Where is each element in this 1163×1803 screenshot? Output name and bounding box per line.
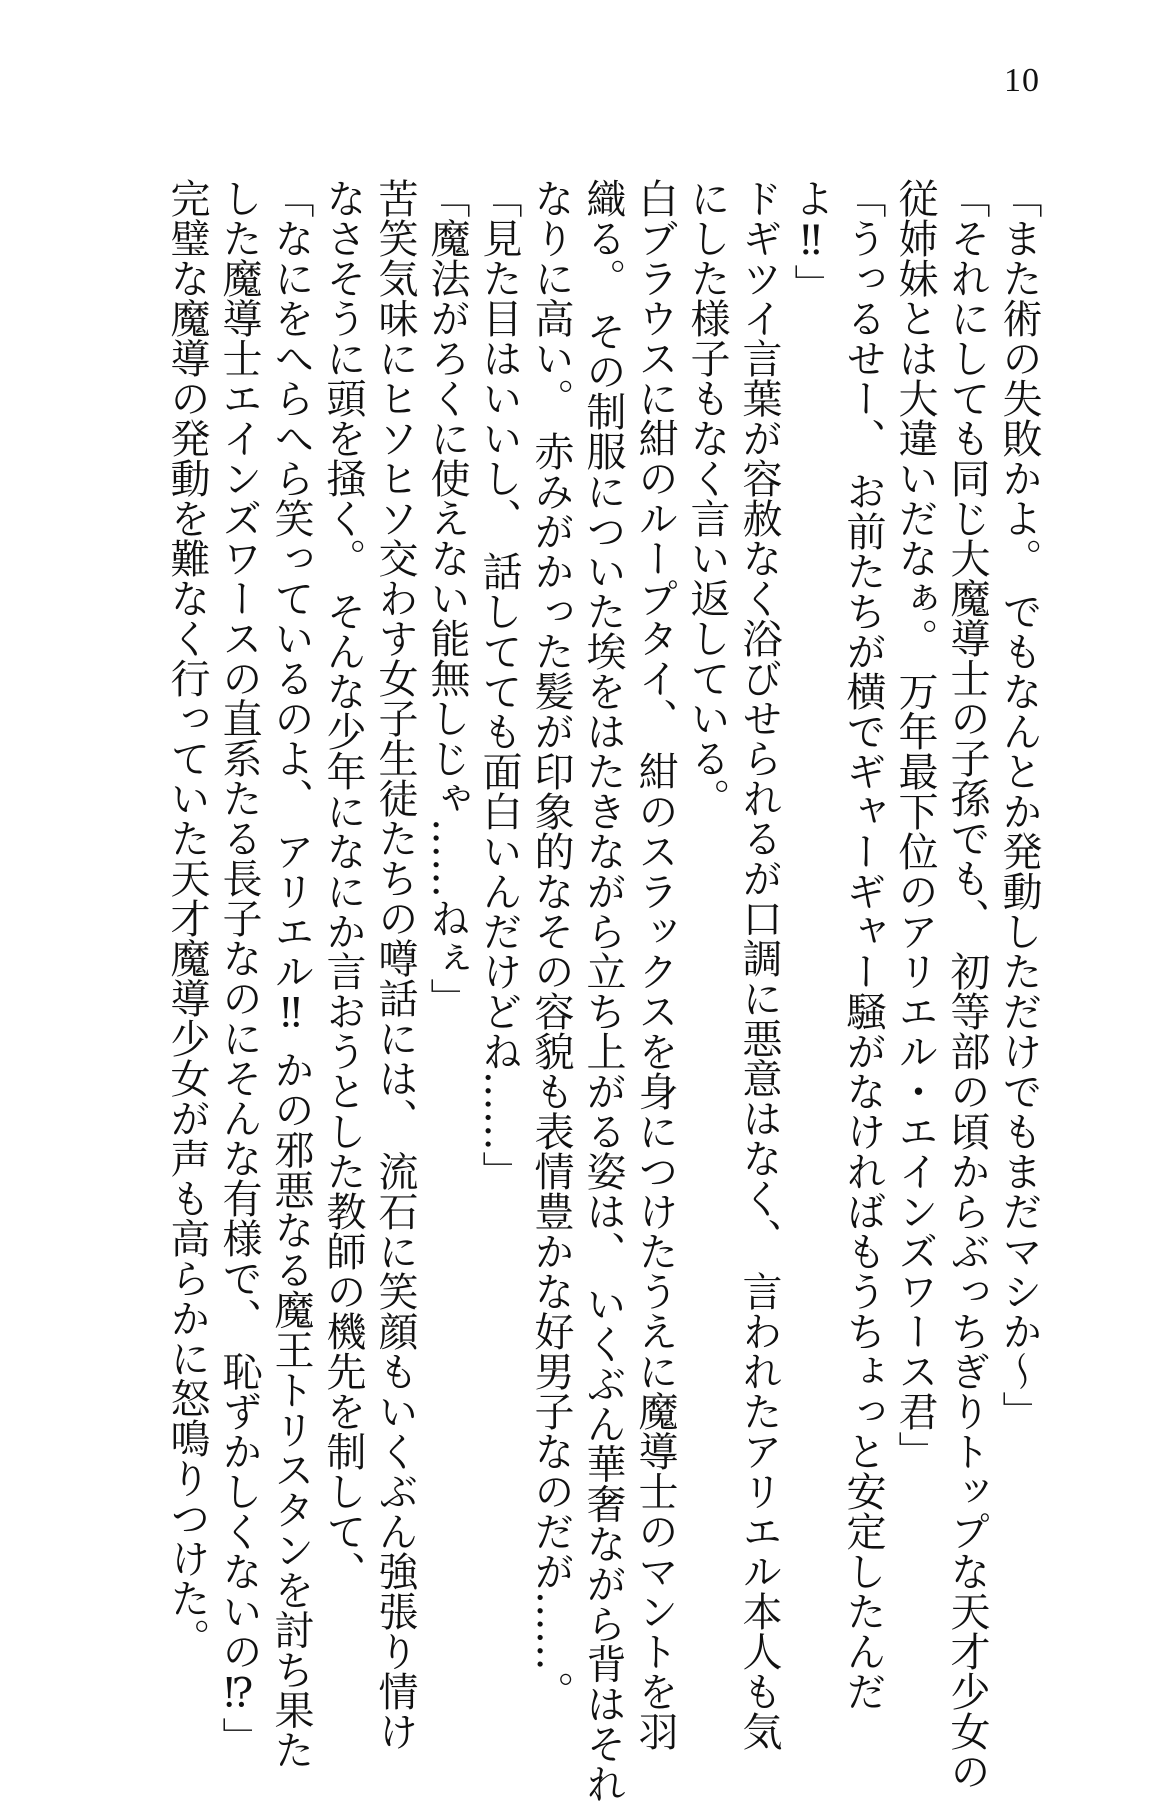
text-line: 「うっるせー、 お前たちが横でギャーギャー騒がなければもうちょっと安定したんだ xyxy=(840,178,886,1711)
text-line: 完璧な魔導の発動を難なく行っていた天才魔導少女が声も高らかに怒鳴りつけた。 xyxy=(164,178,210,1658)
text-line: なさそうに頭を掻く。 そんな少年になにか言おうとした教師の機先を制して、 xyxy=(320,178,366,1591)
text-line: 従姉妹とは大違いだなぁ。 万年最下位のアリエル・エインズワース君」 xyxy=(892,178,938,1471)
page-number: 10 xyxy=(1004,62,1040,99)
text-line: 「なにをへらへら笑っているのよ、 アリエル‼ かの邪悪なる魔王トリスタンを討ち果た xyxy=(268,178,314,1770)
vertical-text-body xyxy=(125,178,1045,1803)
text-line: よ‼」 xyxy=(788,178,834,304)
text-line: 織る。 その制服についた埃をはたきながら立ち上がる姿は、 いくぶん華奢ながら背はそれ xyxy=(580,178,626,1803)
text-line: 苦笑気味にヒソヒソ交わす女子生徒たちの噂話には、 流石に笑顔もいくぶん強張り情け xyxy=(372,178,418,1751)
text-line: にした様子もなく言い返している。 xyxy=(684,178,730,818)
text-line: 「また術の失敗かよ。 でもなんとか発動しただけでもまだマシか～」 xyxy=(996,178,1042,1431)
text-line: 白ブラウスに紺のループタイ、 紺のスラックスを身につけたうえに魔導士のマントを羽 xyxy=(632,178,678,1751)
text-line: ドギツイ言葉が容赦なく浴びせられるが口調に悪意はなく、 言われたアリエル本人も気 xyxy=(736,178,782,1751)
text-line: 「見た目はいいし、 話してても面白いんだけどね……」 xyxy=(476,178,522,1191)
text-line: 「魔法がろくに使えない能無しじゃ……ねぇ」 xyxy=(424,178,470,1018)
text-line: なりに高い。 赤みがかった髪が印象的なその容貌も表情豊かな好男子なのだが……。 xyxy=(528,178,574,1711)
text-line: した魔導士エインズワースの直系たる長子なのにそんな有様で、 恥ずかしくないの⁉」 xyxy=(216,178,262,1757)
text-line: 「それにしても同じ大魔導士の子孫でも、 初等部の頃からぶっちぎりトップな天才少女の xyxy=(944,178,990,1791)
